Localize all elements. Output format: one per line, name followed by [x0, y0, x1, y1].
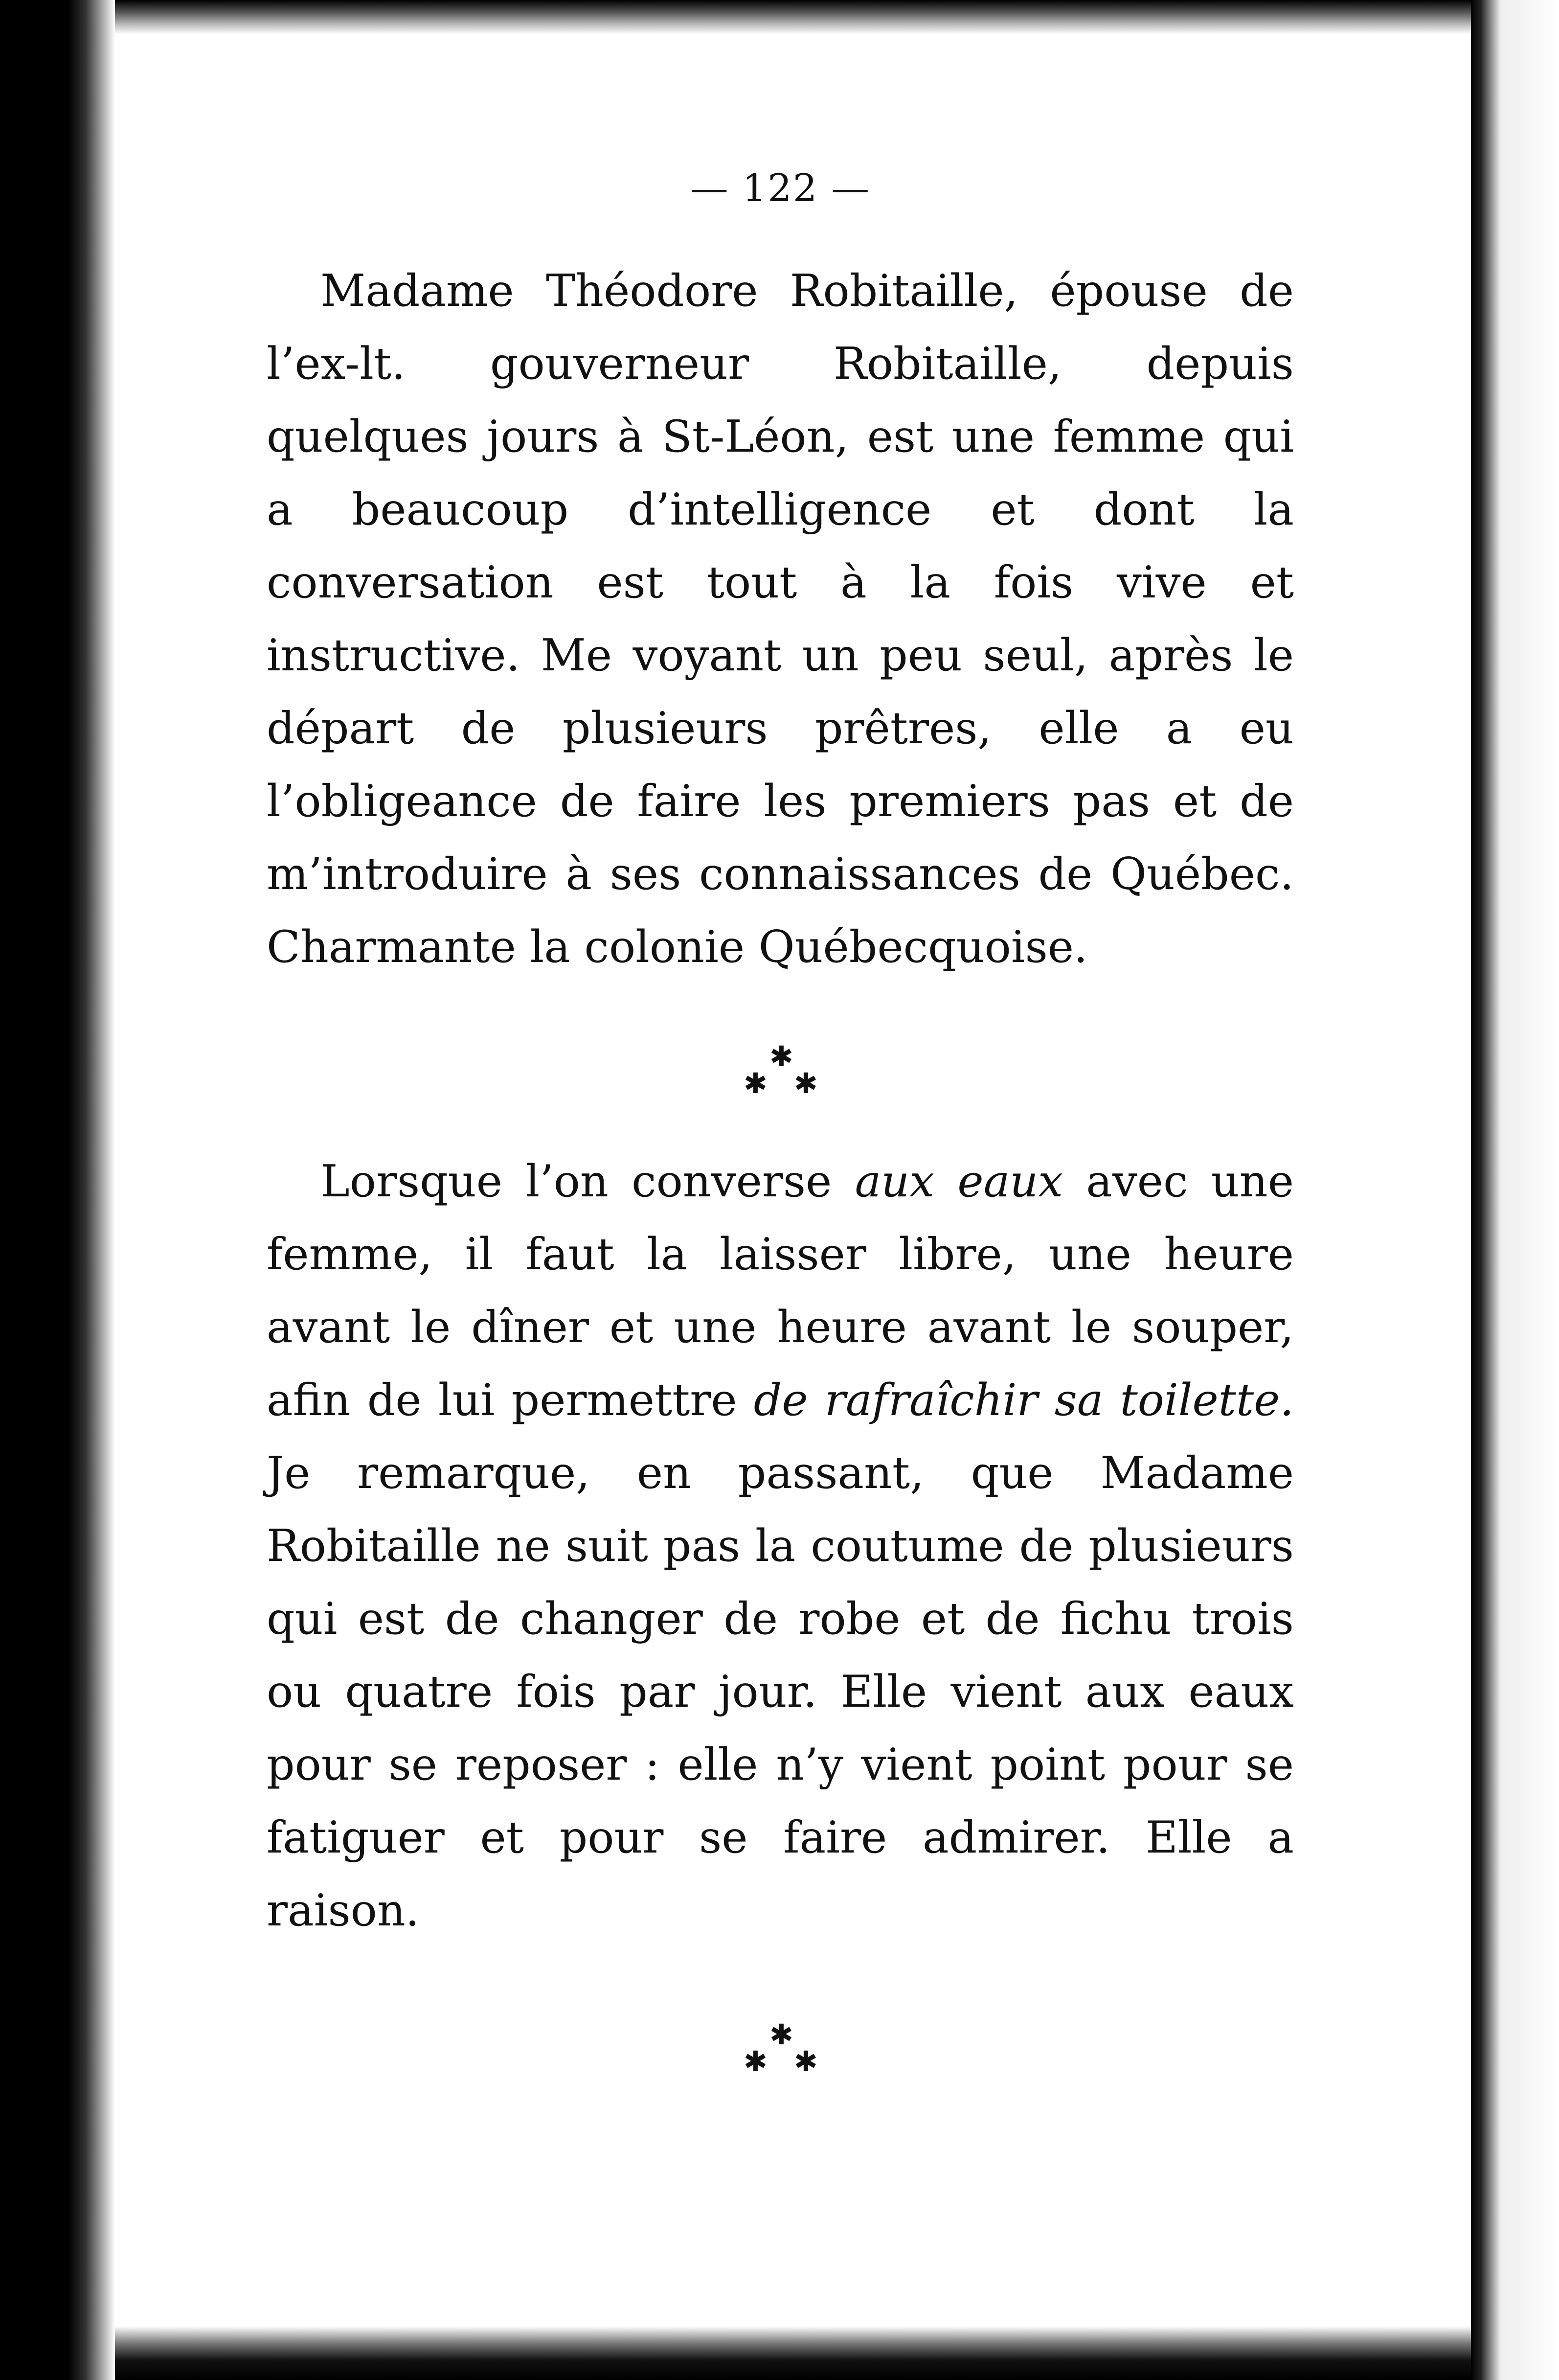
scan-edge-top [0, 0, 1559, 34]
scan-edge-bottom [0, 2326, 1559, 2380]
ornament-star-top: ✱ [769, 2018, 793, 2051]
ornament-star-right: ✱ [794, 2045, 818, 2078]
paragraph-robitaille-intro [267, 254, 1294, 984]
page-number: — 122 — [690, 166, 871, 210]
paragraph-text-part3: Je remarque, en passant, que Madame Robitaille ne suit pas la coutume de plusieurs qui est de changer de robe et de fichu trois ou quatre fois par jour. Elle vient aux eaux pour se reposer : elle n’y vient point pour se fatiguer et pour se faire admirer. Elle a raison. [267, 1447, 1294, 1936]
asterism-ornament [267, 984, 1294, 1145]
asterism-ornament-bottom [267, 1947, 1294, 2108]
scan-edge-left [0, 0, 115, 2380]
ornament-star-left: ✱ [744, 1067, 768, 1100]
ornament-star-top: ✱ [769, 1040, 793, 1073]
paragraph-text: Madame Théodore Robitaille, épouse de l’ex-lt. gouverneur Robitaille, depuis quelques jours à St-Léon, est une femme qui a beaucoup d’intelligence et dont la conversation est tout à la fois vive et instructive. Me voyant un peu seul, après le départ de plusieurs prêtres, elle a eu l’obligeance de faire les premiers pas et de m’introduire à ses connaissances de Québec. Charmante la colonie Québecquoise. [267, 265, 1294, 973]
italic-rafraichir: de rafraîchir sa toilette. [753, 1374, 1294, 1426]
ornament-star-right: ✱ [794, 1067, 818, 1100]
paragraph-text-part1: Lorsque l’on converse [320, 1156, 855, 1207]
page-content [267, 166, 1294, 2108]
paragraph-aux-eaux [267, 1145, 1294, 1947]
ornament-star-left: ✱ [744, 2045, 768, 2078]
italic-aux-eaux: aux eaux [855, 1156, 1063, 1207]
scan-edge-right [1471, 0, 1559, 2380]
paragraph-text-part2: avec une femme, il faut la laisser libre, une heure avant le dîner et une heure avant le souper, afin de lui permettre [267, 1156, 1294, 1426]
